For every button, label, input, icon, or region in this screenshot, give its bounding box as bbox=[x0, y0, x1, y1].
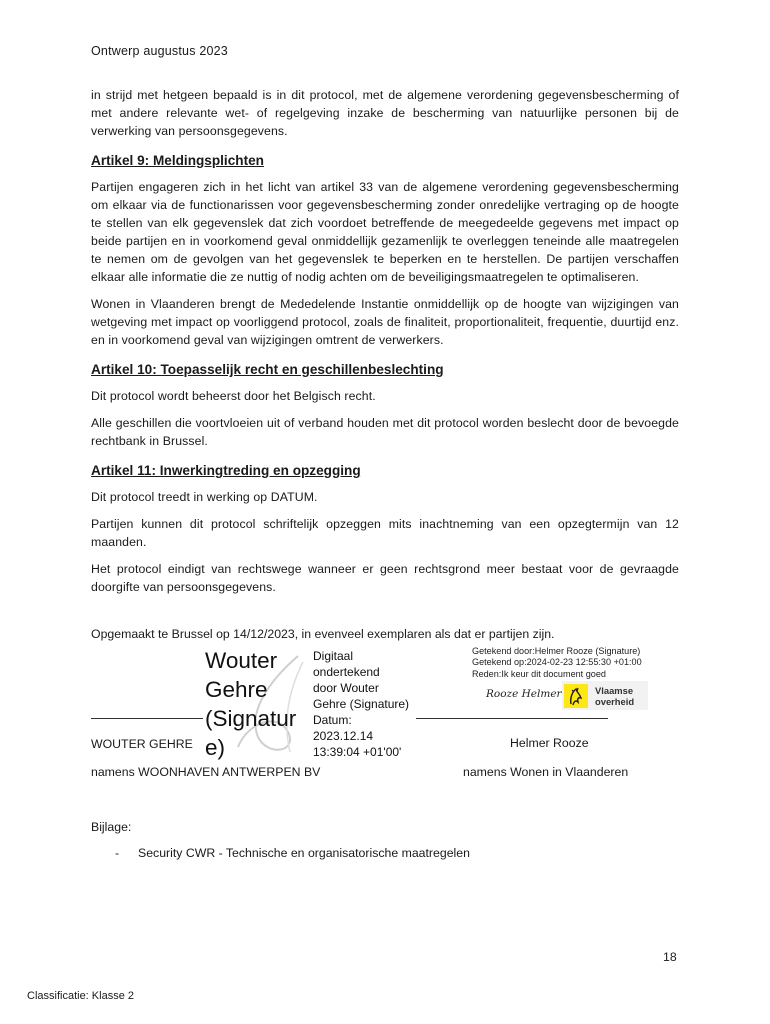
article-11-heading: Artikel 11: Inwerkingtreding en opzegging bbox=[91, 463, 361, 478]
lion-icon bbox=[564, 684, 588, 708]
logo-text-line: Vlaamse bbox=[595, 685, 634, 696]
signature-name-line: (Signatur bbox=[205, 706, 297, 731]
signature-name-line: Wouter bbox=[205, 648, 278, 673]
article-11-paragraph-2: Partijen kunnen dit protocol schriftelijk opzeggen mits inachtneming van een opzegtermijn van 12 maanden. bbox=[91, 517, 679, 549]
logo-text bbox=[595, 685, 634, 707]
signature-detail-line: 2023.12.14 bbox=[313, 729, 374, 743]
article-11-paragraph-1: Dit protocol treedt in werking op DATUM. bbox=[91, 490, 318, 504]
signature-detail-line: 13:39:04 +01'00' bbox=[313, 745, 402, 759]
on-behalf-right: namens Wonen in Vlaanderen bbox=[463, 765, 629, 779]
e-signature-info bbox=[472, 646, 642, 680]
signed-by: Getekend door:Helmer Rooze (Signature) bbox=[472, 646, 641, 656]
signature-name-line: Gehre bbox=[205, 677, 268, 702]
handwritten-signature: Rooze Helmer bbox=[486, 688, 562, 700]
vlaamse-overheid-logo bbox=[562, 681, 648, 710]
signed-on: Getekend op:2024-02-23 12:55:30 +01:00 bbox=[472, 657, 642, 668]
classification-label: Classificatie: Klasse 2 bbox=[27, 990, 134, 1002]
article-10-heading: Artikel 10: Toepasselijk recht en geschillenbeslechting bbox=[91, 362, 444, 377]
article-10-paragraph-2: Alle geschillen die voortvloeien uit of verband houden met dit protocol worden beslecht door de bevoegde rechtbank in Brussel. bbox=[91, 416, 679, 448]
signature-detail-line: Gehre (Signature) bbox=[313, 697, 410, 711]
intro-paragraph: in strijd met hetgeen bepaald is in dit protocol, met de algemene verordening gegevensbescherming of met andere relevante wet- of regelgeving inzake de bescherming van natuurlijke personen bij de verwerking van persoonsgegevens. bbox=[91, 88, 679, 138]
on-behalf-left: namens WOONHAVEN ANTWERPEN BV bbox=[91, 765, 321, 779]
signature-detail-line: ondertekend bbox=[313, 665, 380, 679]
article-9-paragraph-2: Wonen in Vlaanderen brengt de Mededelende Instantie onmiddellijk op de hoogte van wijzigingen van wetgeving met impact op voorliggend protocol, zoals de finaliteit, proportionaliteit, frequentie, duurtijd enz. en in voorkomend geval van wijzigingen omtrent de verwerkers. bbox=[91, 297, 679, 347]
appendix-item: Security CWR - Technische en organisatorische maatregelen bbox=[138, 846, 470, 860]
signatory-name-right: Helmer Rooze bbox=[510, 736, 589, 750]
signature-line-left bbox=[91, 718, 203, 719]
signature-detail-line: Datum: bbox=[313, 713, 352, 727]
article-9-paragraph-1: Partijen engageren zich in het licht van artikel 33 van de algemene verordening gegevensbescherming om elkaar via de functionarissen voor gegevensbescherming zonder onredelijke vertraging op de hoogte te stellen van elk gegevenslek dat zich voordoet betreffende de meegedeelde gegevens met impact op beide partijen en in voorkomend geval onmiddellijk gezamenlijk te overleggen teneinde alle maatregelen te nemen om de gevolgen van het gegevenslek te beperken en te herstellen. De partijen verschaffen elkaar alle informatie die ze nuttig of nodig achten om de beveiligingsmaatregelen te optimaliseren. bbox=[91, 180, 679, 284]
signature-detail-line: Digitaal bbox=[313, 649, 354, 663]
made-at-line: Opgemaakt te Brussel op 14/12/2023, in evenveel exemplaren als dat er partijen zijn. bbox=[91, 627, 555, 641]
appendix-label: Bijlage: bbox=[91, 820, 132, 834]
signatory-name-left: WOUTER GEHRE bbox=[91, 737, 193, 751]
digital-signature-details bbox=[313, 648, 413, 760]
signing-reason: Reden:Ik keur dit document goed bbox=[472, 668, 606, 679]
article-11-paragraph-3: Het protocol eindigt van rechtswege wanneer er geen rechtsgrond meer bestaat voor de gevraagde doorgifte van persoonsgegevens. bbox=[91, 562, 679, 594]
logo-text-line: overheid bbox=[595, 696, 635, 707]
signature-name-line: e) bbox=[205, 735, 226, 760]
article-10-paragraph-1: Dit protocol wordt beheerst door het Belgisch recht. bbox=[91, 389, 376, 403]
document-body bbox=[91, 86, 679, 605]
article-9-heading: Artikel 9: Meldingsplichten bbox=[91, 153, 264, 168]
signature-line-right bbox=[416, 718, 608, 719]
page-number: 18 bbox=[663, 950, 677, 964]
digital-signature-name bbox=[205, 646, 305, 762]
draft-header: Ontwerp augustus 2023 bbox=[91, 44, 228, 58]
list-bullet: - bbox=[115, 846, 120, 860]
signature-detail-line: door Wouter bbox=[313, 681, 379, 695]
